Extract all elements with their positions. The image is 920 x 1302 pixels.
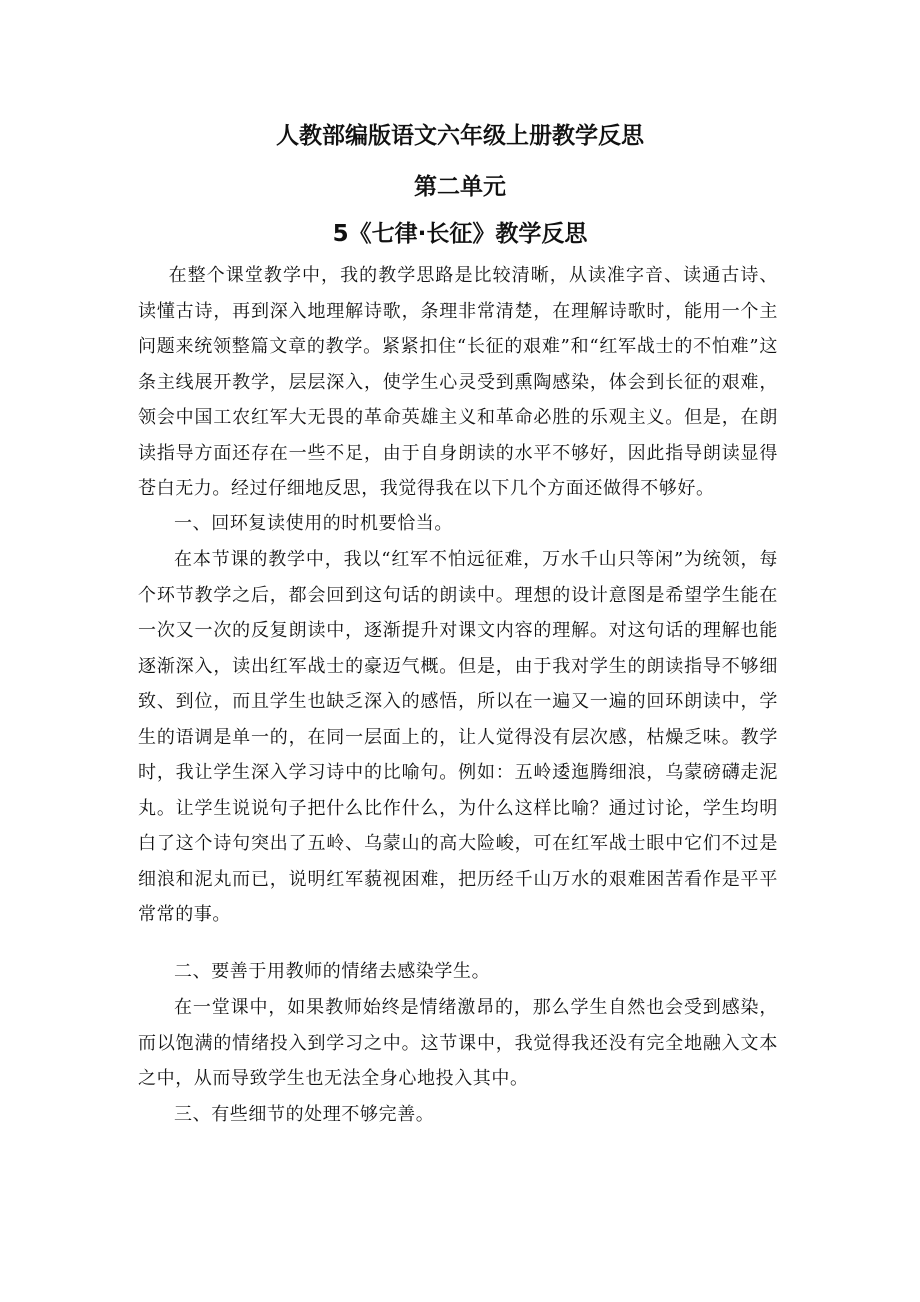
unit-heading: 第二单元 <box>414 174 506 200</box>
paragraph-section-1: 在本节课的教学中，我以“红军不怕远征难，万水千山只等闲”为统领，每个环节教学之后，都会回到这句话的朗读中。理想的设计意图是希望学生能在一次又一次的反复朗读中，逐渐提升对课文内容的理解。对这句话的理解也能逐渐深入，读出红军战士的豪迈气概。但是，由于我对学生的朗读指导不够细致、到位，而且学生也缺乏深入的感悟，所以在一遍又一遍的回环朗读中，学生的语调是单一的，在同一层面上的，让人觉得没有层次感，枯燥乏味。教学时，我让学生深入学习诗中的比喻句。例如：五岭逶迤腾细浪，乌蒙磅礴走泥丸。让学生说说句子把什么比作什么，为什么这样比喻？通过讨论，学生均明白了这个诗句突出了五岭、乌蒙山的高大险峻，可在红军战士眼中它们不过是细浪和泥丸而已，说明红军藐视困难，把历经千山万水的艰难困苦看作是平平常常的事。 <box>138 549 778 925</box>
lesson-title: 5《七律·长征》教学反思 <box>332 221 588 247</box>
section-heading-3: 三、有些细节的处理不够完善。 <box>174 1104 435 1125</box>
section-heading-1: 一、回环复读使用的时机要恰当。 <box>174 513 453 534</box>
paragraph-intro: 在整个课堂教学中，我的教学思路是比较清晰，从读准字音、读通古诗、读懂古诗，再到深入地理解诗歌，条理非常清楚，在理解诗歌时，能用一个主问题来统领整篇文章的教学。紧紧扣住“长征的艰难”和“红军战士的不怕难”这条主线展开教学，层层深入，使学生心灵受到熏陶感染，体会到长征的艰难，领会中国工农红军大无畏的革命英雄主义和革命必胜的乐观主义。但是，在朗读指导方面还存在一些不足，由于自身朗读的水平不够好，因此指导朗读显得苍白无力。经过仔细地反思，我觉得我在以下几个方面还做得不够好。 <box>138 265 778 499</box>
paragraph-section-2: 在一堂课中，如果教师始终是情绪激昂的，那么学生自然也会受到感染，而以饱满的情绪投入到学习之中。这节课中，我觉得我还没有完全地融入文本之中，从而导致学生也无法全身心地投入其中。 <box>138 997 778 1089</box>
section-heading-2: 二、要善于用教师的情绪去感染学生。 <box>174 961 491 982</box>
document-title: 人教部编版语文六年级上册教学反思 <box>276 123 644 149</box>
